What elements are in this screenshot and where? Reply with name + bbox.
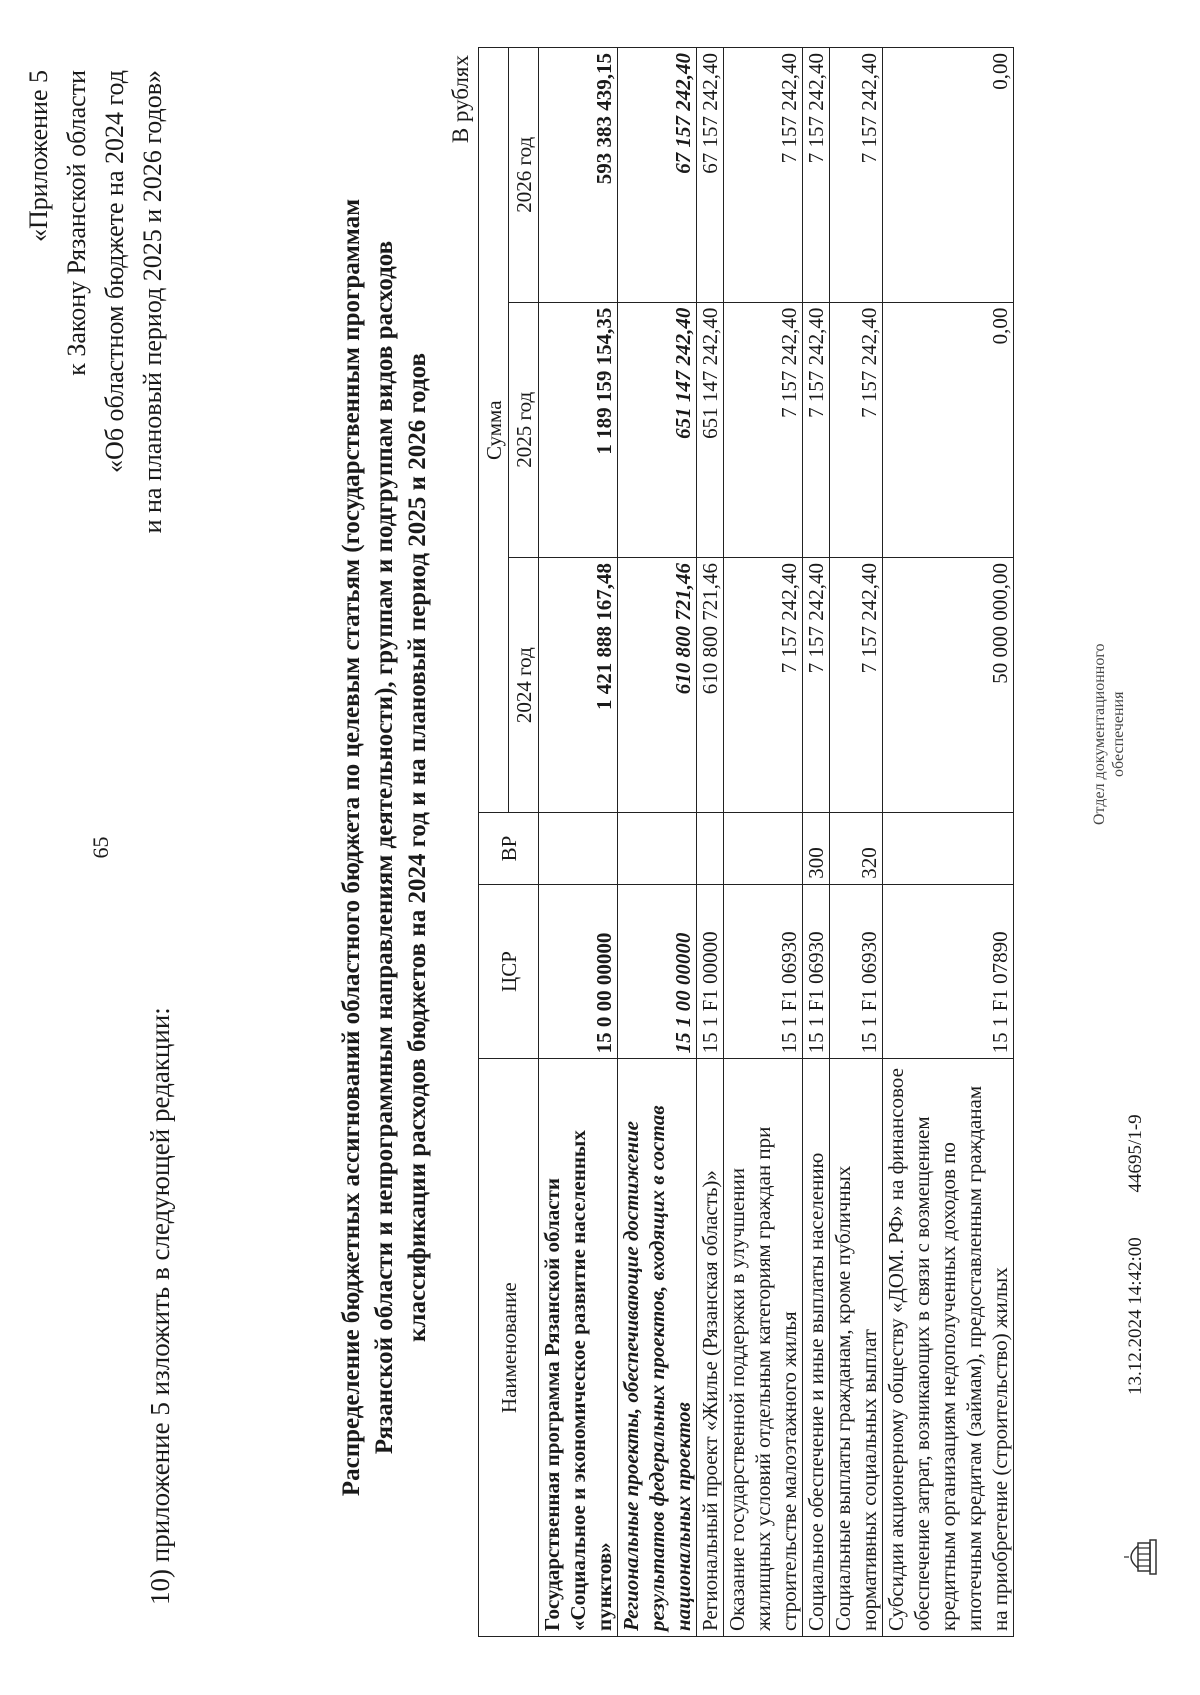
appendix-line: «Об областном бюджете на 2024 год: [100, 70, 129, 473]
header-2025: 2025 год: [509, 302, 539, 557]
title-line: классификации расходов бюджетов на 2024 год и на плановый период 2025 и 2026 годов: [404, 353, 431, 1342]
cell-csr: 15 1 00 00000: [618, 884, 697, 1059]
table-row: [697, 48, 724, 1637]
stamp: [1090, 643, 1128, 825]
cell-vr: [539, 813, 618, 884]
cell-2026: 0,00: [883, 48, 1014, 303]
cell-2025: 651 147 242,40: [618, 302, 697, 557]
cell-2026: 7 157 242,40: [830, 48, 883, 303]
cell-name: Оказание государственной поддержки в улучшении жилищных условий отдельным категориям граждан при строительстве малоэтажного жилья: [724, 1059, 803, 1637]
stamp-line: Отдел документационного: [1091, 643, 1108, 825]
appendix-line: к Закону Рязанской области: [62, 70, 91, 376]
appendix-header: [20, 70, 172, 533]
cell-2026: 67 157 242,40: [618, 48, 697, 303]
cell-vr: [724, 813, 803, 884]
footer-doc-id: 44695/1-9: [1125, 1114, 1146, 1193]
header-name: Наименование: [479, 1059, 539, 1637]
title-line: Рязанской области и непрограммным направлениям деятельности), группам и подгруппам видов расходов: [371, 240, 398, 1455]
cell-vr: 300: [803, 813, 830, 884]
cell-csr: 15 1 F1 00000: [697, 884, 724, 1059]
header-2024: 2024 год: [509, 557, 539, 812]
cell-2025: 1 189 159 154,35: [539, 302, 618, 557]
cell-2026: 593 383 439,15: [539, 48, 618, 303]
duma-logo-icon: [1120, 1534, 1166, 1580]
table-row: [830, 48, 883, 1637]
table-row: [803, 48, 830, 1637]
cell-name: Социальное обеспечение и иные выплаты населению: [803, 1059, 830, 1637]
cell-2024: 7 157 242,40: [830, 557, 883, 812]
table-row: [724, 48, 803, 1637]
cell-2025: 651 147 242,40: [697, 302, 724, 557]
title-line: Распределение бюджетных ассигнований областного бюджета по целевым статьям (государственным программам: [338, 198, 365, 1497]
header-vr: ВР: [479, 813, 539, 884]
cell-2024: 7 157 242,40: [803, 557, 830, 812]
cell-name: Государственная программа Рязанской области «Социальное и экономическое развитие населенных пунктов»: [539, 1059, 618, 1637]
cell-csr: 15 1 F1 07890: [883, 884, 1014, 1059]
cell-2026: 7 157 242,40: [803, 48, 830, 303]
appendix-line: «Приложение 5: [24, 70, 53, 243]
footer: [1125, 1074, 1147, 1395]
cell-2024: 1 421 888 167,48: [539, 557, 618, 812]
cell-vr: [697, 813, 724, 884]
header-sum: Сумма: [479, 48, 509, 813]
intro-text: 10) приложение 5 изложить в следующей редакции:: [145, 1007, 175, 1605]
table-row: [618, 48, 697, 1637]
cell-2024: 7 157 242,40: [724, 557, 803, 812]
units-label: В рублях: [448, 55, 473, 144]
appendix-line: и на плановый период 2025 и 2026 годов»: [138, 70, 167, 534]
document-title: [335, 60, 434, 1635]
cell-vr: 320: [830, 813, 883, 884]
header-2026: 2026 год: [509, 48, 539, 303]
stamp-line: обеспечения: [1110, 691, 1127, 777]
budget-table: [478, 47, 1014, 1637]
footer-date: 13.12.2024 14:42:00: [1125, 1237, 1146, 1395]
cell-2026: 67 157 242,40: [697, 48, 724, 303]
cell-name: Социальные выплаты гражданам, кроме публичных нормативных социальных выплат: [830, 1059, 883, 1637]
cell-2024: 50 000 000,00: [883, 557, 1014, 812]
cell-vr: [883, 813, 1014, 884]
cell-name: Субсидии акционерному обществу «ДОМ. РФ» на финансовое обеспечение затрат, возникающих в связи с возмещением кредитным организациям недополученных доходов по ипотечным кредитам (займам), предоставленным гражданам на приобретение (строительство) жилых: [883, 1059, 1014, 1637]
cell-2025: 0,00: [883, 302, 1014, 557]
cell-csr: 15 0 00 00000: [539, 884, 618, 1059]
cell-2025: 7 157 242,40: [724, 302, 803, 557]
cell-csr: 15 1 F1 06930: [830, 884, 883, 1059]
cell-vr: [618, 813, 697, 884]
table-row: [883, 48, 1014, 1637]
cell-name: Региональный проект «Жилье (Рязанская область)»: [697, 1059, 724, 1637]
cell-2026: 7 157 242,40: [724, 48, 803, 303]
page-number: 65: [88, 836, 113, 859]
cell-csr: 15 1 F1 06930: [724, 884, 803, 1059]
cell-2024: 610 800 721,46: [697, 557, 724, 812]
header-csr: ЦСР: [479, 884, 539, 1059]
cell-csr: 15 1 F1 06930: [803, 884, 830, 1059]
table-row: [539, 48, 618, 1637]
cell-name: Региональные проекты, обеспечивающие достижение результатов федеральных проектов, входящих в состав национальных проектов: [618, 1059, 697, 1637]
cell-2025: 7 157 242,40: [830, 302, 883, 557]
cell-2025: 7 157 242,40: [803, 302, 830, 557]
cell-2024: 610 800 721,46: [618, 557, 697, 812]
